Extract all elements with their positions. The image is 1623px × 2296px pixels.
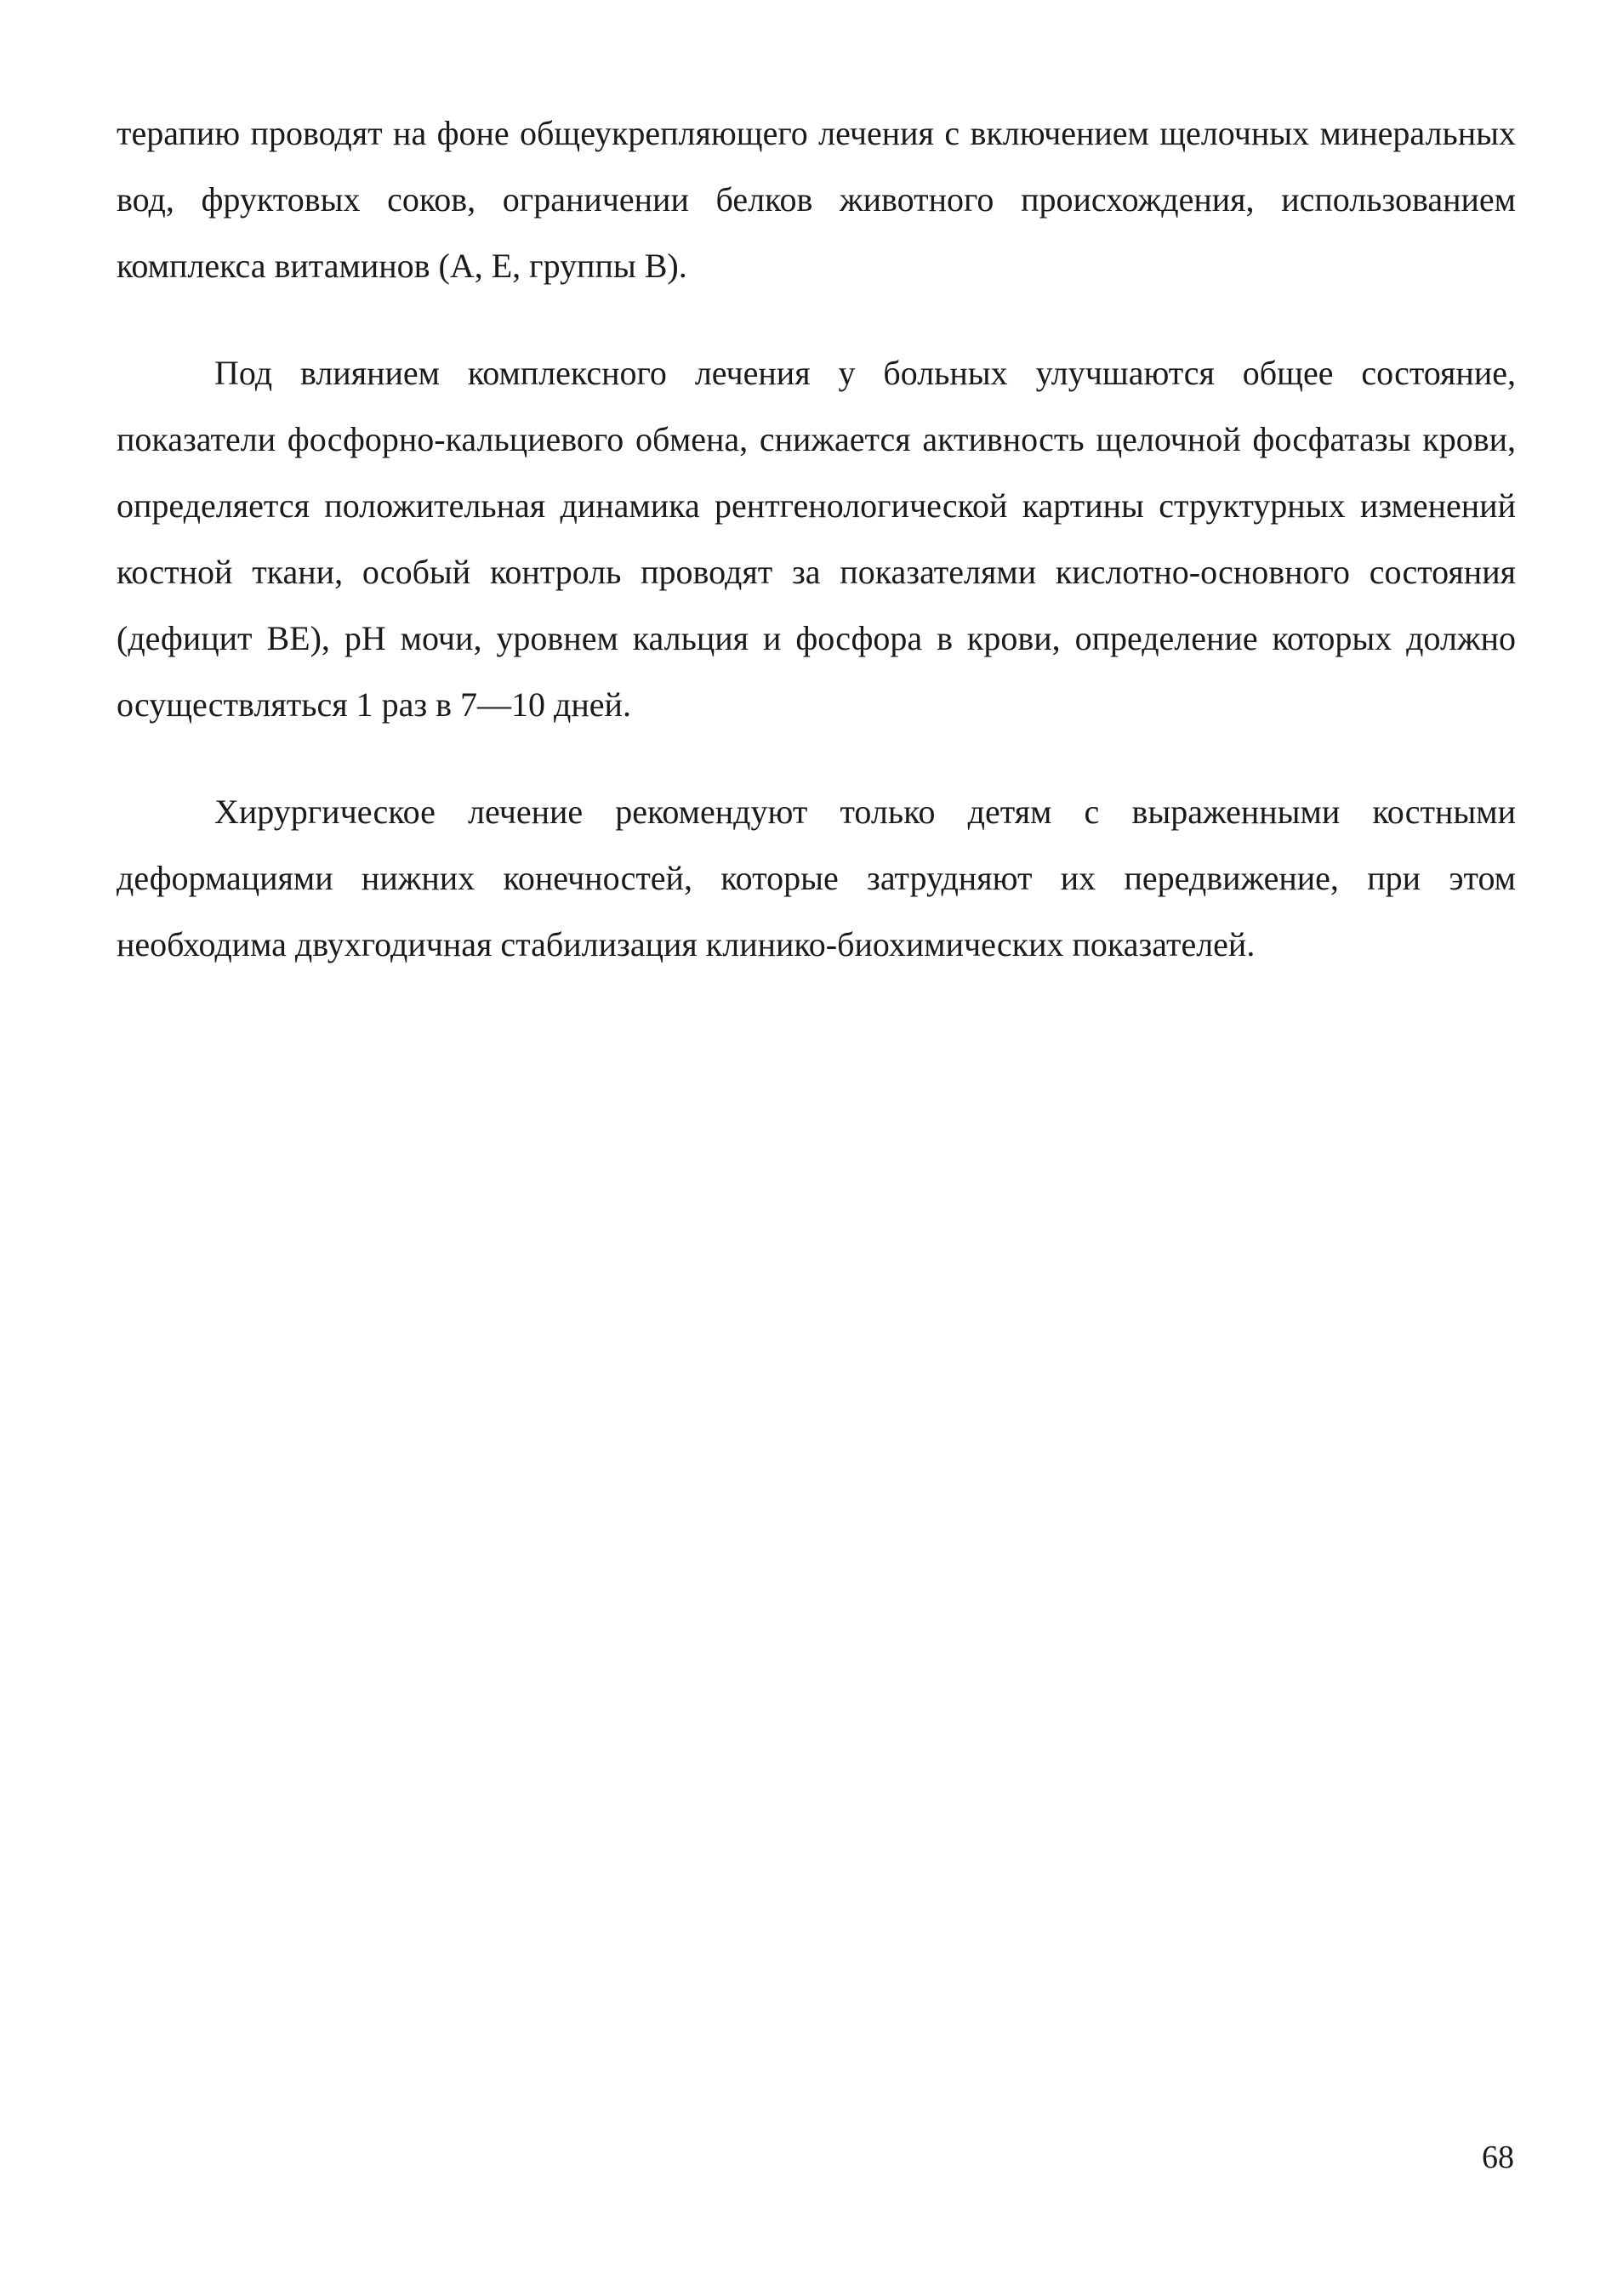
paragraph-continuation: терапию проводят на фоне общеукрепляющего лечения с включением щелочных минеральных вод, фруктовых соков, ограничении белков животного происхождения, использованием комплекса витаминов (А, Е, группы В). [117,114,1516,285]
paragraph-complex-treatment: Под влиянием комплексного лечения у больных улучшаются общее состояние, показатели фосфорно-кальциевого обмена, снижается активность щелочной фосфатазы крови, определяется положительная динамика рентгенологической картины структурных изменений костной ткани, особый контроль проводят за показателями кислотно-основного состояния (дефицит ВЕ), рН мочи, уровнем кальция и фосфора в крови, определение которых должно осуществляться 1 раз в 7—10 дней. [117,354,1516,724]
paragraph-surgical-treatment: Хирургическое лечение рекомендуют только детям с выраженными костными деформациями нижних конечностей, которые затрудняют их передвижение, при этом необходима двухгодичная стабилизация клинико-биохимических показателей. [117,793,1516,963]
body-text [117,100,1516,1019]
page-number: 68 [1482,2140,1514,2175]
